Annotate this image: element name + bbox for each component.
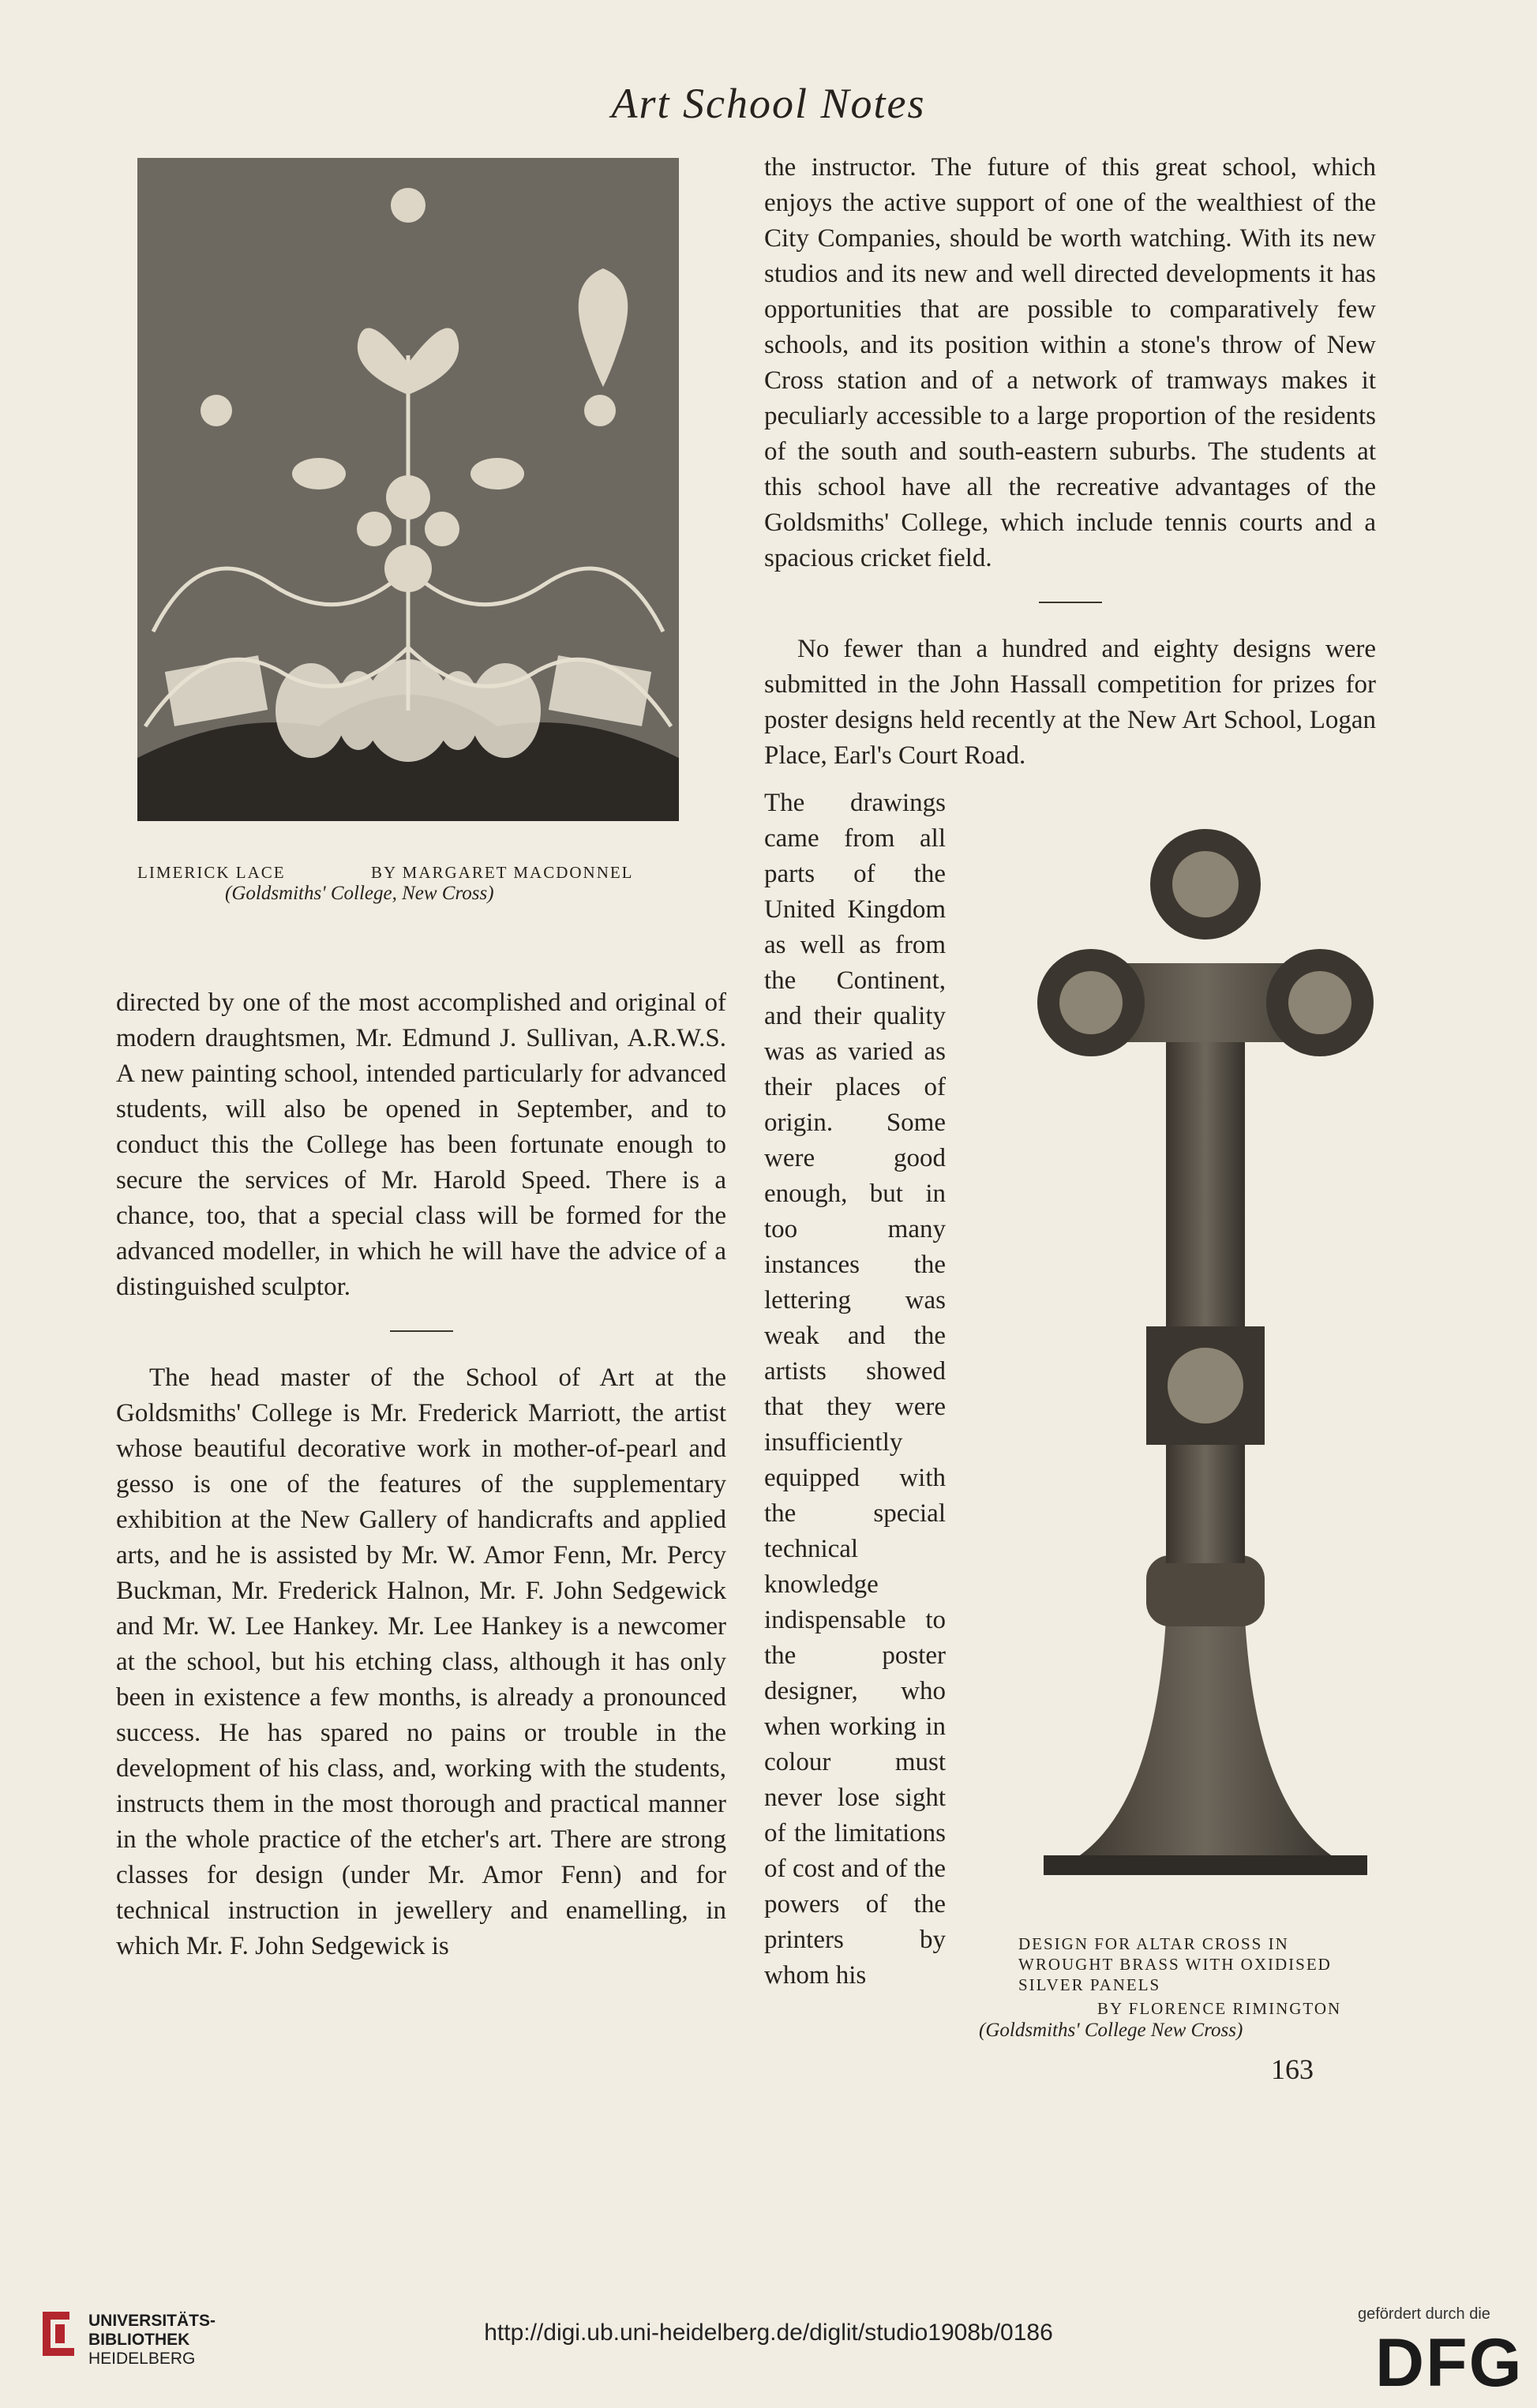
page-title: Art School Notes (611, 80, 926, 127)
limerick-lace-illustration (137, 158, 679, 821)
section-divider (390, 1330, 453, 1332)
funding-note: gefördert durch die (1358, 2305, 1490, 2323)
right-column-top (764, 150, 1376, 774)
left-column (116, 985, 726, 1964)
left-paragraph-2: The head master of the School of Art at the Goldsmiths' College is Mr. Frederick Marriott, the artist whose beautiful decorative work in mother-of-pearl and gesso is one of the features of the supplementary exhibition at the New Gallery of handicrafts and applied arts, and he is assisted by Mr. W. Amor Fenn, Mr. Percy Buckman, Mr. Frederick Halnon, Mr. F. John Sedgewick and Mr. W. Lee Hankey. Mr. Lee Hankey is a newcomer at the school, but his etching class, although it has only been in existence a few months, is already a pronounced success. He has spared no pains or trouble in the development of his class, and, working with the students, instructs them in the most thorough and practical manner in the whole practice of the etcher's art. There are strong classes for design (under Mr. Amor Fenn) and for technical instruction in jewellery and enamelling, in which Mr. F. John Sedgewick is (116, 1363, 726, 1960)
cross-caption-artist: BY FLORENCE RIMINGTON (1097, 1999, 1342, 2018)
permalink-url[interactable]: http://digi.ub.uni-heidelberg.de/diglit/studio1908b/0186 (484, 2320, 1053, 2346)
cross-caption-source: (Goldsmiths' College New Cross) (979, 2020, 1243, 2041)
cross-caption-line-2: WROUGHT BRASS WITH OXIDISED (1018, 1955, 1332, 1974)
lace-caption-artist: BY MARGARET MACDONNEL (371, 863, 634, 882)
left-paragraph-1: directed by one of the most accomplished and original of modern draughtsmen, Mr. Edmund J. Sullivan, A.R.W.S. A new painting school, intended particularly for advanced students, will also be opened in September, and to conduct this the College has been fortunate enough to secure the services of Mr. Harold Speed. There is a chance, too, that a special class will be formed for the advanced modeller, in which he will have the advice of a distinguished sculptor. (116, 988, 726, 1301)
altar-cross-illustration (1036, 821, 1375, 1895)
right-paragraph-2: No fewer than a hundred and eighty designs were submitted in the John Hassall competition for prizes for poster designs held recently at the New Art School, Logan Place, Earl's Court Road. (764, 635, 1376, 770)
section-divider (1039, 602, 1102, 603)
library-name-line-1: UNIVERSITÄTS- (88, 2312, 216, 2330)
dfg-logo: DFG (1375, 2325, 1524, 2401)
lace-caption-source: (Goldsmiths' College, New Cross) (225, 883, 494, 904)
library-name-line-2: BIBLIOTHEK (88, 2331, 190, 2349)
right-paragraph-1: the instructor. The future of this great school, which enjoys the active support of one of the wealthiest of the City Companies, should be worth watching. With its new studios and its new and well directed developments it has opportunities that are possible to comparatively few schools, and its position within a stone's throw of New Cross station and of a network of tramways makes it peculiarly accessible to a large proportion of the residents of the south and south-eastern suburbs. The students at this school have all the recreative advantages of the Goldsmiths' College, which include tennis courts and a spacious cricket field. (764, 153, 1376, 572)
cross-caption-line-3: SILVER PANELS (1018, 1975, 1161, 1994)
lace-caption-title: LIMERICK LACE (137, 863, 286, 882)
cross-caption-line-1: DESIGN FOR ALTAR CROSS IN (1018, 1934, 1289, 1953)
right-narrow-text: The drawings came from all parts of the United Kingdom as well as from the Continent, and their quality was as varied as their places of origin. Some were good enough, but in too many instances the lettering was weak and the artists showed that they were insufficiently equipped with the special technical knowledge indispensable to the poster designer, who when working in colour must never lose sight of the limitations of cost and of the powers of the printers by whom his (764, 789, 946, 1990)
right-column-narrow (764, 786, 946, 1994)
page-number: 163 (1271, 2054, 1314, 2085)
library-name-line-3: HEIDELBERG (88, 2350, 196, 2368)
